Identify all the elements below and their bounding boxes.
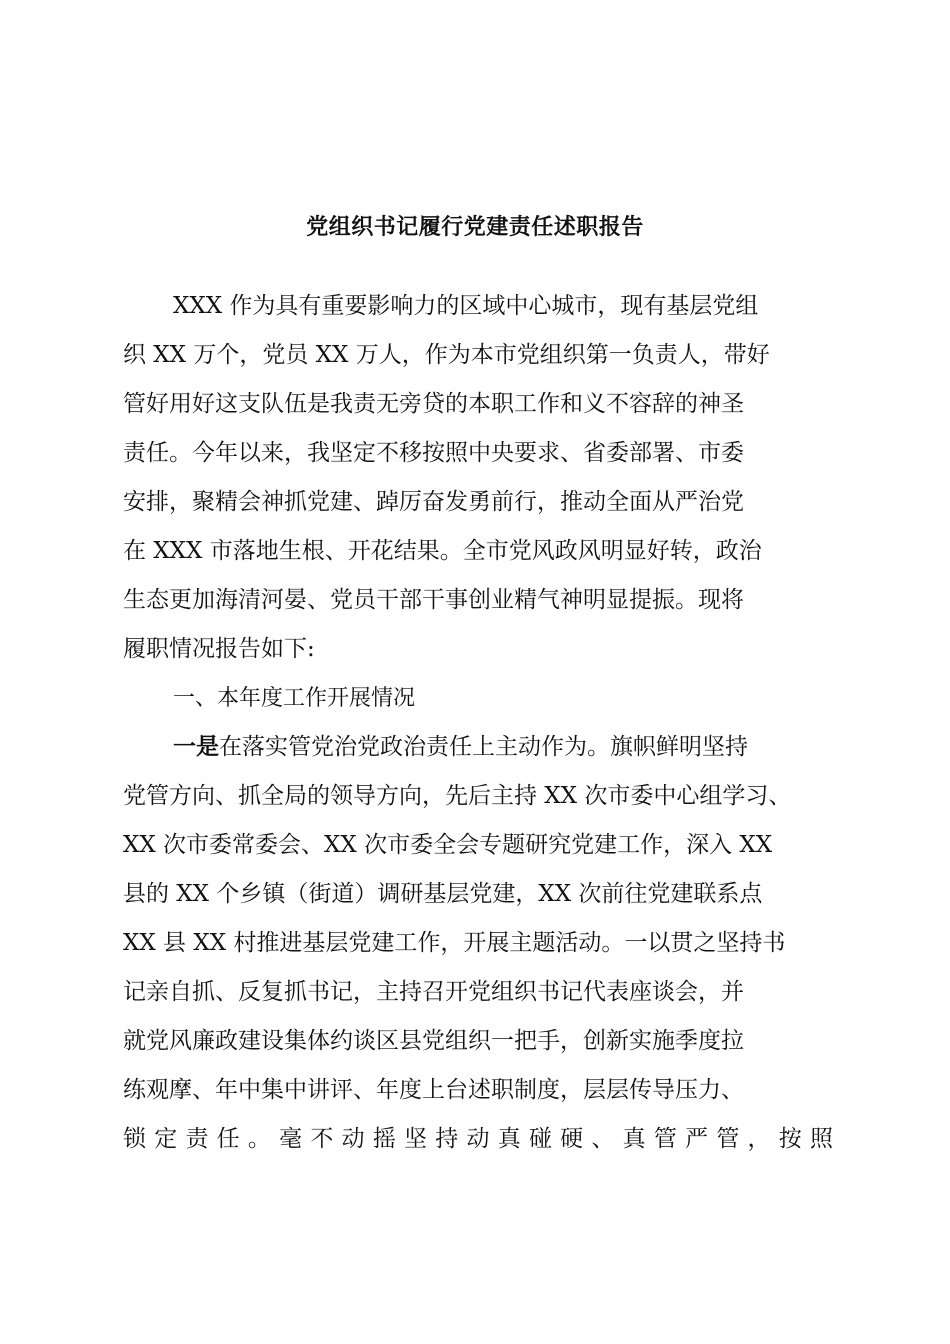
document-title: 党组织书记履行党建责任述职报告	[306, 215, 644, 240]
section-first-line-text: 在落实管党治党政治责任上主动作为。旗帜鲜明坚持	[219, 734, 748, 760]
intro-line: 安排，聚精会神抓党建、踔厉奋发勇前行，推动全面从严治党	[123, 489, 744, 515]
section-line: XX 县 XX 村推进基层党建工作，开展主题活动。一以贯之坚持书	[123, 930, 786, 956]
section-line: 就党风廉政建设集体约谈区县党组织一把手，创新实施季度拉	[123, 1028, 744, 1054]
section-line: 党管方向、抓全局的领导方向，先后主持 XX 次市委中心组学习、	[123, 783, 792, 809]
intro-line: 织 XX 万个，党员 XX 万人，作为本市党组织第一负责人，带好	[123, 342, 770, 368]
intro-line: XXX 作为具有重要影响力的区域中心城市，现有基层党组	[173, 293, 759, 319]
section-line: 县的 XX 个乡镇（街道）调研基层党建，XX 次前往党建联系点	[123, 881, 763, 907]
intro-line: 责任。今年以来，我坚定不移按照中央要求、省委部署、市委	[123, 440, 744, 466]
intro-line: 履职情况报告如下:	[123, 636, 315, 662]
section-lead: 一是	[173, 734, 219, 760]
section-heading: 一、本年度工作开展情况	[173, 686, 416, 711]
intro-line: 生态更加海清河晏、党员干部干事创业精气神明显提振。现将	[123, 587, 744, 613]
section-line: 锁定责任。毫不动摇坚持动真碰硬、真管严管，按照	[123, 1126, 833, 1152]
intro-line: 在 XXX 市落地生根、开花结果。全市党风政风明显好转，政治	[123, 538, 762, 564]
document-body	[123, 282, 833, 1164]
section-line: 练观摩、年中集中讲评、年度上台述职制度，层层传导压力、	[123, 1077, 744, 1103]
section-line: 记亲自抓、反复抓书记，主持召开党组织书记代表座谈会，并	[123, 979, 744, 1005]
intro-line: 管好用好这支队伍是我责无旁贷的本职工作和义不容辞的神圣	[123, 391, 744, 417]
section-first-line	[123, 723, 833, 772]
section-line: XX 次市委常委会、XX 次市委全会专题研究党建工作，深入 XX	[123, 832, 773, 858]
